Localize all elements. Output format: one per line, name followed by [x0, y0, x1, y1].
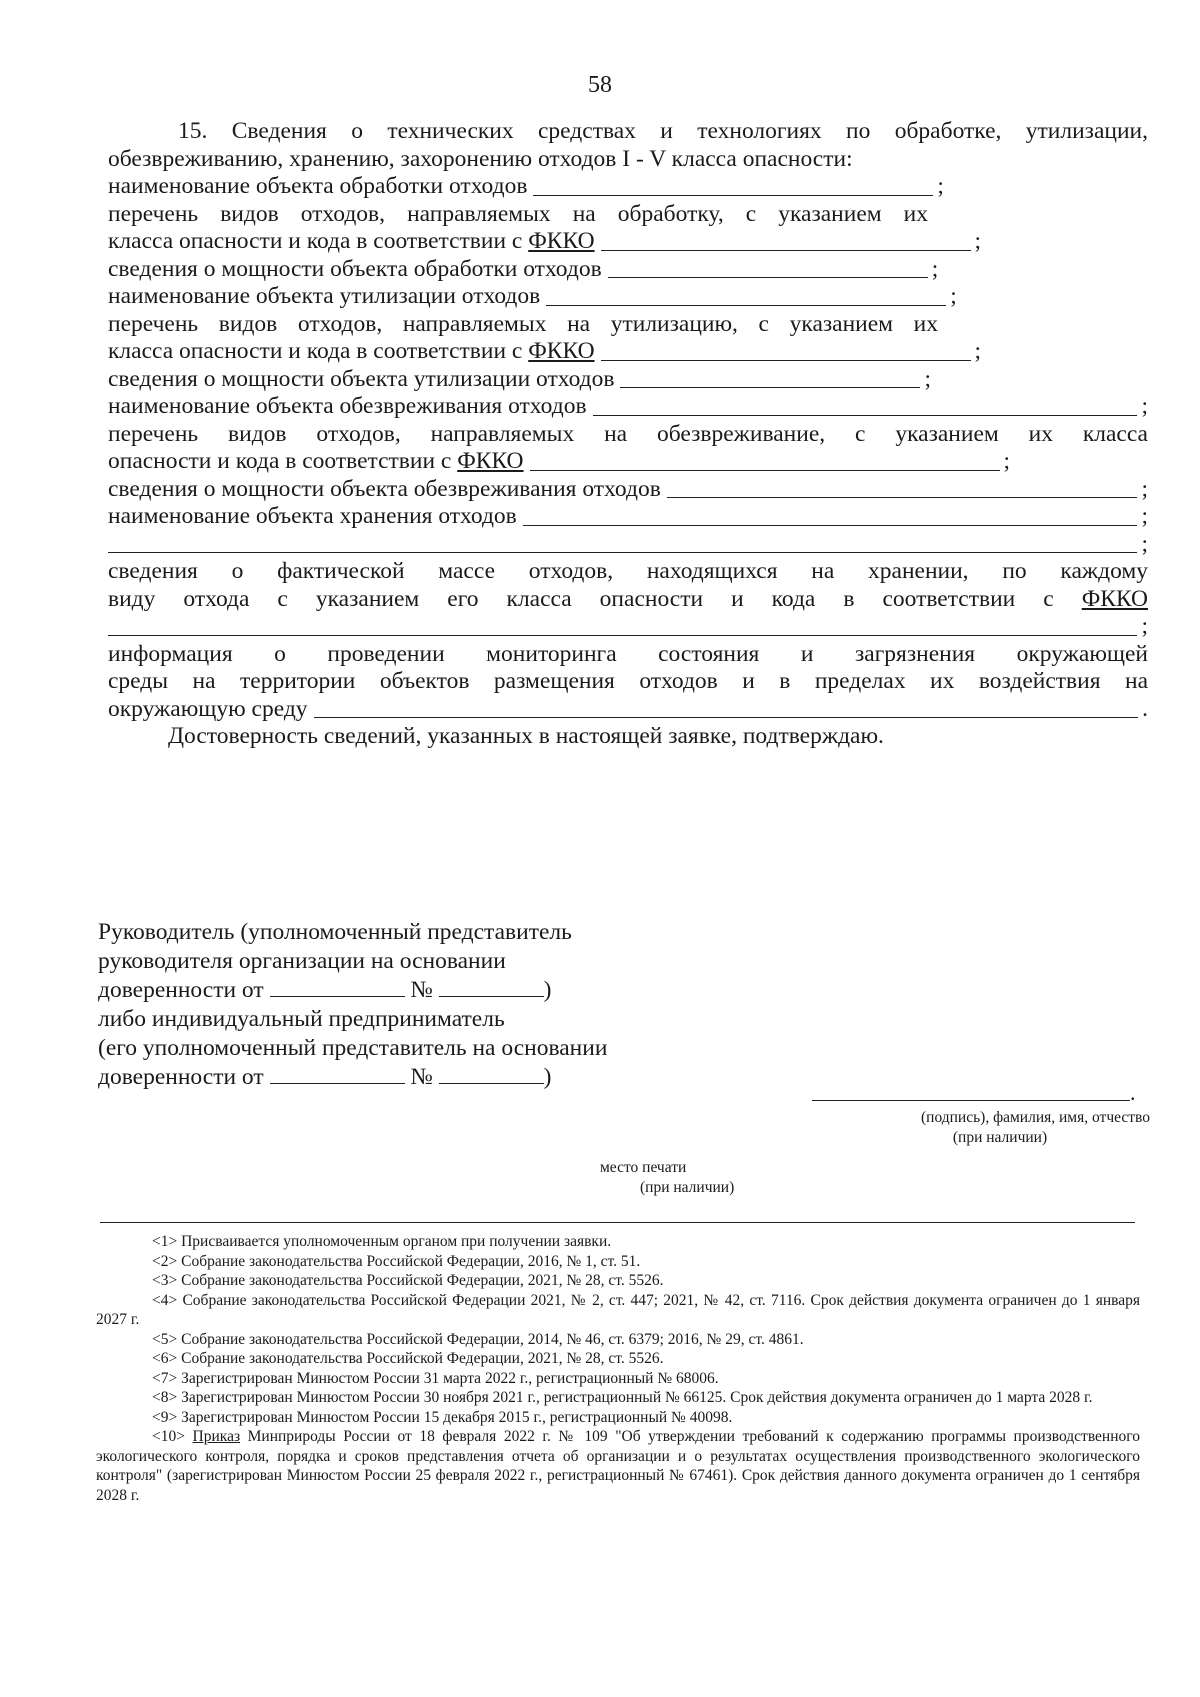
section-heading: 15. Сведения о технических средствах и технологиях по обработке, утилизации, обезвреживанию, хранению, захоронению отходов I - V класса опасности: — [108, 118, 1148, 172]
footnote-separator — [100, 1222, 1135, 1223]
field-monitoring: окружающую среду . — [108, 695, 1148, 722]
footnotes — [96, 1232, 1140, 1505]
input-line[interactable] — [530, 470, 1000, 471]
attorney-number-field-2[interactable] — [439, 1063, 544, 1084]
fkko-link[interactable]: ФККО — [457, 448, 524, 474]
field-processing-waste-list-label: перечень видов отходов, направляемых на обработку, с указанием их — [108, 200, 928, 227]
field-monitoring-label: информация о проведении мониторинга состояния и загрязнения окружающей — [108, 640, 1148, 667]
field-monitoring-label-2: среды на территории объектов размещения отходов и в пределах их воздействия на — [108, 668, 1148, 694]
field-storage-object-name: наименование объекта хранения отходов ; — [108, 503, 1148, 529]
input-line[interactable] — [620, 387, 920, 388]
footnote-8: <8> Зарегистрирован Минюстом России 30 ноября 2021 г., регистрационный № 66125. Срок действия документа ограничен до 1 марта 2028 г. — [152, 1389, 1093, 1406]
signature-caption: (подпись), фамилия, имя, отчество (при наличии) — [920, 1109, 1150, 1146]
field-storage-extra-line: ; — [108, 531, 1148, 559]
field-neutralization-waste-list-label: перечень видов отходов, направляемых на обезвреживание, с указанием их класса — [108, 420, 1148, 447]
attorney-number-field-1[interactable] — [439, 976, 544, 997]
input-line[interactable] — [108, 552, 1137, 553]
document-page: 58 15. Сведения о технических средствах и технологиях по обработке, утилизации, обезвреживанию, хранению, захоронению отходов I - V класса опасности: наименование объекта обработки отходов ; перечень видов отходов, направляемых на обработку, с указанием их класса опасности и кода в соответствии с ФККО ; сведения о мощности объекта обработки отходов ; наименование объекта утилизации отходов ; перечень видов отходов, направляемых на утилизацию, с указанием их класса опасности и кода в соответствии с ФККО ; сведения о мощности объекта утилизации отходов ; наименование объекта обезвреживания отходов ; перечень видов отходов, направляемых на обезвреживание, с указанием их класса опасности и кода в соответствии с ФККО ; сведения о мощности объекта обезвреживания отходов ; наименование объекта хранения отходов ; ; сведения о фактической массе отходов, находящихся на хранении, по каждому виду отхода с указанием его класса опасности и кода в соответствии с ФККО ; информация о проведении мониторинга состояния и загрязнения окружающей среды на территории объектов размещения отходов и в пределах их воздействия на окружающую среду . Достоверность сведений, указанных в настоящей заявке, подтверждаю. Руководитель (уполномоченный представитель руководителя организации на основании доверенности от № ) либо индивидуальный предприниматель (его уполномоченный представитель на основании доверенности от № ) . (подпись), фамилия, имя, отчество (при наличии) место печати (при наличии) <1> Присваивается уполномоченным органом при получении заявки. <2> Собрание законодательства Российской Федерации, 2016, № 1, ст. 51. <3> Собрание законодательства Российской Федерации, 2021, № 28, ст. 5526. <4> Собрание законодательства Российской Федерации 2021, № 2, ст. 447; 2021, № 42, ст. 7116. Срок действия документа ограничен до 1 января 2027 г. <5> Собрание законодательства Российской Федерации, 2014, № 46, ст. 6379; 2016, № 29, ст. 4861. <6> Собрание законодательства Российской Федерации, 2021, № 28, ст. 5526. <7> Зарегистрирован Минюстом России 31 марта 2022 г., регистрационный № 68006. <8> Зарегистрирован Минюстом России 30 ноября 2021 г., регистрационный № 66125. Срок действия документа ограничен до 1 марта 2028 г. <9> Зарегистрирован Минюстом России 15 декабря 2015 г., регистрационный № 40098. <10> Приказ Минприроды России от 18 февраля 2022 г. № 109 "Об утверждении требований к содержанию программы производственного экологического контроля, порядка и сроков представления отчета об организации и о результатах осуществления производственного экологического контроля" (зарегистрирован Минюстом России 25 февраля 2022 г., регистрационный № 67461). Срок действия данного документа ограничен до 1 сентября 2028 г. — [0, 0, 1200, 1697]
input-line[interactable] — [601, 250, 971, 251]
attorney-date-field-2[interactable] — [270, 1063, 405, 1084]
input-line[interactable] — [546, 305, 946, 306]
footnote-3: <3> Собрание законодательства Российской Федерации, 2021, № 28, ст. 5526. — [152, 1272, 664, 1289]
footnote-10: <10> Приказ Минприроды России от 18 февраля 2022 г. № 109 "Об утверждении требований к содержанию программы производственного экологического контроля, порядка и сроков представления отчета об организации и о результатах осуществления производственного экологического контроля" (зарегистрирован Минюстом России 25 февраля 2022 г., регистрационный № 67461). Срок действия данного документа ограничен до 1 сентября 2028 г. — [96, 1428, 1140, 1504]
footnote-6: <6> Собрание законодательства Российской Федерации, 2021, № 28, ст. 5526. — [152, 1350, 664, 1367]
field-neutralization-waste-list: опасности и кода в соответствии с ФККО ; — [108, 448, 1011, 474]
fkko-link[interactable]: ФККО — [1081, 585, 1149, 612]
stamp-place: место печати (при наличии) — [600, 1159, 735, 1196]
field-stored-mass: ; — [108, 613, 1148, 641]
footnote-7: <7> Зарегистрирован Минюстом России 31 марта 2022 г., регистрационный № 68006. — [152, 1369, 719, 1387]
field-stored-mass-label: сведения о фактической массе отходов, находящихся на хранении, по каждому — [108, 558, 1148, 584]
footnote-2: <2> Собрание законодательства Российской Федерации, 2016, № 1, ст. 51. — [152, 1252, 641, 1270]
footnote-5: <5> Собрание законодательства Российской Федерации, 2014, № 46, ст. 6379; 2016, № 29, ст. 4861. — [152, 1330, 804, 1348]
input-line[interactable] — [314, 717, 1139, 718]
signer-block: Руководитель (уполномоченный представитель руководителя организации на основании доверенности от № ) либо индивидуальный предприниматель (его уполномоченный представитель на основании доверенности от № ) — [98, 918, 798, 1092]
input-line[interactable] — [593, 415, 1138, 416]
fkko-link[interactable]: ФККО — [528, 338, 595, 364]
footnote-4: <4> Собрание законодательства Российской Федерации 2021, № 2, ст. 447; 2021, № 42, ст. 7116. Срок действия документа ограничен до 1 января 2027 г. — [96, 1291, 1141, 1328]
field-processing-object-name: наименование объекта обработки отходов ; — [108, 173, 944, 199]
fkko-link[interactable]: ФККО — [528, 228, 595, 254]
input-line[interactable] — [608, 277, 928, 278]
signature-line[interactable] — [812, 1090, 1130, 1101]
field-utilization-object-name: наименование объекта утилизации отходов ; — [108, 283, 957, 309]
footnote-9: <9> Зарегистрирован Минюстом России 15 декабря 2015 г., регистрационный № 40098. — [152, 1408, 733, 1426]
power-of-attorney-row-2: доверенности от № ) — [98, 1064, 552, 1090]
footnote-1: <1> Присваивается уполномоченным органом при получении заявки. — [152, 1233, 612, 1250]
field-neutralization-object-name: наименование объекта обезвреживания отходов ; — [108, 393, 1148, 419]
field-stored-mass-label-2: виду отхода с указанием его класса опасности и кода в соответствии с ФККО — [108, 585, 1149, 612]
input-line[interactable] — [523, 525, 1138, 526]
page-number: 58 — [588, 72, 612, 98]
power-of-attorney-row-1: доверенности от № ) — [98, 977, 552, 1003]
confirmation-statement: Достоверность сведений, указанных в настоящей заявке, подтверждаю. — [168, 723, 884, 749]
field-processing-waste-list: класса опасности и кода в соответствии с ФККО ; — [108, 228, 982, 254]
order-link[interactable]: Приказ — [192, 1428, 241, 1445]
field-utilization-waste-list: класса опасности и кода в соответствии с ФККО ; — [108, 338, 982, 364]
field-utilization-waste-list-label: перечень видов отходов, направляемых на утилизацию, с указанием их — [108, 310, 938, 337]
application-section-15 — [108, 118, 1148, 751]
input-line[interactable] — [667, 497, 1138, 498]
attorney-date-field-1[interactable] — [270, 976, 405, 997]
input-line[interactable] — [533, 195, 933, 196]
field-neutralization-capacity: сведения о мощности объекта обезвреживания отходов ; — [108, 475, 1148, 502]
field-processing-capacity: сведения о мощности объекта обработки отходов ; — [108, 255, 939, 282]
input-line[interactable] — [601, 360, 971, 361]
input-line[interactable] — [108, 635, 1137, 636]
field-utilization-capacity: сведения о мощности объекта утилизации отходов ; — [108, 365, 931, 392]
